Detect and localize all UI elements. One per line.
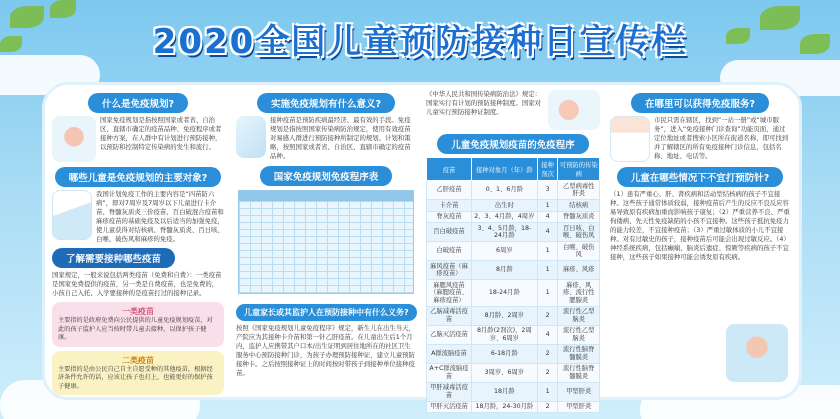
table-row: [427, 363, 600, 382]
column-1: [52, 92, 224, 395]
table-cell: 脊髓灰质炎: [558, 211, 600, 223]
paragraph-not-suitable: （1）患有严重心、肝、肾疾病和活动型结核病的孩子不宜接种。这些孩子通常体质较弱，接种疫苗后产生的反应不良反应容易导致原有疾病加重而影响孩子康复；（2）严重营养不良、严重佝偻病、先天性免疫缺陷的小孩不宜接种。这些孩子抵抗免疫力的能力较差，不宜接种疫苗；（3）严重过敏体质的小儿不宜接种。对有过敏史的孩子，接种疫苗后可能会出现过敏反应。（4）神经系统疾病，包括癫痫、脑炎后遗症、惊厥等疾病的孩子不宜接种，这些孩子如果接种可能会诱发原有疾病。: [610, 190, 790, 261]
baby-illustration: [52, 116, 96, 162]
column-4: [610, 92, 790, 262]
syringe-illustration: [236, 116, 266, 158]
table-cell: 白破疫苗: [427, 242, 472, 261]
table-cell: 甲肝灭活疫苗: [427, 401, 472, 413]
paragraph-vaccines-needed: 国家规定，一般来说包括两类疫苗（免费和自费）：一类疫苗是国家免费提供的疫苗，另一类是自费疫苗，也是免费的，小孩自己入托、入学要接种的是疫苗打过的接种记录。: [52, 271, 222, 297]
table-cell: 3、4、5月龄，18-24月龄: [471, 223, 537, 242]
class-one-vaccine-box: [52, 302, 224, 347]
class-two-vaccine-title: 二类疫苗: [122, 355, 154, 365]
paragraph-where-service: 市民只需在辖区，找到“一站一册”或“城市服务”，进入“免疫接种门诊查询”功能页面，通过定位地址或者搜索小区所在街道名称，即可找到并了解辖区的所有免疫接种门诊信息，包括名称、地址、电话等。: [654, 116, 789, 160]
table-cell: 18月龄，24-30月龄: [471, 401, 537, 413]
table-row: [427, 223, 600, 242]
section-header-what-is-immunization: 什么是免疫规划?: [88, 93, 188, 113]
table-cell: 麻腮风疫苗（麻腮疫苗、麻疹疫苗）: [427, 280, 472, 307]
table-cell: 出生时: [471, 200, 537, 212]
paragraph-significance: 接种疫苗是预防疾病最经济、最有效的手段。免疫规划是指按照国家传染病防治规定，使用有效疫苗对易感人群进行预防接种所制定的规划、计划和策略，按照国家或者省、自治区、直辖市确定的疫苗品种。: [270, 116, 411, 160]
table-cell: 乙肝疫苗: [427, 181, 472, 200]
table-cell: 1: [537, 382, 558, 401]
paragraph-what-is-immunization: 国家免疫规划是指按照国家或者省、自治区、直辖市确定的疫苗品种、免疫程序或者接种方案，在人群中有计划进行预防接种，以预防和控制特定传染病的发生和流行。: [100, 116, 222, 151]
column-3: [426, 90, 600, 413]
table-cell: 3周岁、6周岁: [471, 363, 537, 382]
section-header-target-children: 哪些儿童是免疫规划的主要对象?: [55, 167, 222, 187]
section-header-schedule-table: 国家免疫规划免疫程序表: [260, 166, 393, 186]
section-header-significance: 实施免疫规划有什么意义?: [257, 93, 395, 113]
table-cell: 8月龄(2剂次)，2周岁、6周岁: [471, 325, 537, 344]
table-cell: 2、3、4月龄，4周岁: [471, 211, 537, 223]
table-cell: 0、1、6月龄: [471, 181, 537, 200]
table-cell: 流行性脑脊髓膜炎: [558, 344, 600, 363]
table-cell: 百日咳、白喉、破伤风: [558, 223, 600, 242]
table-cell: 4: [537, 211, 558, 223]
table-cell: 1: [537, 200, 558, 212]
table-cell: 百白破疫苗: [427, 223, 472, 242]
table-header-cell: 接种对象月（年）龄: [471, 158, 537, 181]
doctor-illustration: [610, 116, 650, 162]
section-header-where-service: 在哪里可以获得免疫服务?: [631, 93, 769, 113]
table-cell: 甲肝减毒活疫苗: [427, 382, 472, 401]
table-header-cell: 接种剂次: [537, 158, 558, 181]
table-row: [427, 242, 600, 261]
table-cell: 流行性脑脊髓膜炎: [558, 363, 600, 382]
table-cell: 6周岁: [471, 242, 537, 261]
vaccine-schedule-table: [426, 157, 600, 413]
table-row: [427, 401, 600, 413]
table-cell: 8月龄: [471, 261, 537, 280]
table-cell: 流行性乙型脑炎: [558, 325, 600, 344]
table-cell: 8月龄、2周岁: [471, 306, 537, 325]
section-header-vaccines-needed: 了解需要接种哪些疫苗: [52, 248, 175, 268]
table-row: [427, 280, 600, 307]
table-cell: 2: [537, 401, 558, 413]
table-cell: 流行性乙型脑炎: [558, 306, 600, 325]
table-header-row: [427, 158, 600, 181]
table-cell: 乙脑减毒活疫苗: [427, 306, 472, 325]
paragraph-target-children: 我国计划免疫工作的主要内容是“四苗防六病”，即对7周岁及7周岁以下儿童进行卡介苗、脊髓灰质炎三价疫苗、百白破混合疫苗和麻疹疫苗的基础免疫及以后适当的加强免疫，使儿童获得对结核病、脊髓灰质炎、百日咳、白喉、破伤风和麻疹的免疫。: [96, 190, 224, 243]
table-cell: 卡介苗: [427, 200, 472, 212]
section-header-guardian-duties: 儿童家长或其监护人在预防接种中有什么义务?: [236, 304, 417, 321]
table-cell: A+C群流脑疫苗: [427, 363, 472, 382]
mother-baby-illustration: [726, 324, 788, 382]
baby-vaccination-illustration: [548, 90, 600, 130]
table-cell: 3: [537, 181, 558, 200]
schedule-table-image: [238, 190, 414, 294]
table-cell: 4: [537, 223, 558, 242]
table-header-cell: 疫苗: [427, 158, 472, 181]
class-one-vaccine-text: 主要指的是政府免费向公民提供的儿童免疫规划疫苗，对此的孩子监护人应当按时带儿童去接种，以保护孩子健康。: [58, 317, 213, 341]
table-row: [427, 200, 600, 212]
table-cell: 乙型病毒性肝炎: [558, 181, 600, 200]
table-cell: 1: [537, 242, 558, 261]
table-cell: 麻风疫苗（麻疹疫苗）: [427, 261, 472, 280]
table-cell: 结核病: [558, 200, 600, 212]
table-cell: 甲型肝炎: [558, 401, 600, 413]
table-row: [427, 344, 600, 363]
paragraph-guardian-duties: 按照《国家免疫规划儿童免疫程序》规定，新生儿在出生当天，产院应为其接种卡介苗和第一针乙肝疫苗。在儿童出生后1个月内，监护人应携带其户口本/出生证明到居住地所在的社区卫生服务中心预防接种门诊，为孩子办理预防接种证，建立儿童预防接种卡。之后按照接种证上的时间按时带孩子到接种单位接种疫苗。: [236, 324, 415, 377]
table-cell: 脊灰疫苗: [427, 211, 472, 223]
table-cell: 2: [537, 363, 558, 382]
table-cell: A群流脑疫苗: [427, 344, 472, 363]
table-row: [427, 261, 600, 280]
table-cell: 18月龄: [471, 382, 537, 401]
table-row: [427, 325, 600, 344]
table-cell: 麻疹、风疹: [558, 261, 600, 280]
table-cell: 乙脑灭活疫苗: [427, 325, 472, 344]
table-cell: 白喉、破伤风: [558, 242, 600, 261]
class-two-vaccine-text: 主要指的是由公民自己自主自愿受种的其他疫苗，根据经济条件允许的话，应该让孩子也打上，也能更好的保护孩子健康。: [58, 365, 213, 390]
page-title: 2020全国儿童预防接种日宣传栏: [152, 22, 688, 62]
table-cell: 1: [537, 261, 558, 280]
doctor-child-illustration: [52, 190, 92, 240]
class-two-vaccine-box: [52, 351, 224, 396]
table-row: [427, 382, 600, 401]
table-row: [427, 306, 600, 325]
table-cell: 2: [537, 344, 558, 363]
table-row: [427, 211, 600, 223]
table-cell: 麻疹、风疹、流行性腮腺炎: [558, 280, 600, 307]
section-header-vaccine-schedule: 儿童免疫规划疫苗的免疫程序: [437, 134, 589, 154]
table-cell: 2: [537, 306, 558, 325]
table-cell: 4: [537, 325, 558, 344]
section-header-not-suitable: 儿童在哪些情况下不宜打预防针?: [617, 167, 784, 187]
schedule-table-header-band: [239, 191, 413, 201]
table-cell: 18-24月龄: [471, 280, 537, 307]
table-row: [427, 181, 600, 200]
table-cell: 甲型肝炎: [558, 382, 600, 401]
column-2: [236, 92, 416, 378]
table-cell: 6-18月龄: [471, 344, 537, 363]
class-one-vaccine-title: 一类疫苗: [122, 307, 154, 316]
schedule-table-grid: [239, 201, 413, 293]
table-header-cell: 可预防的传染病: [558, 158, 600, 181]
table-cell: 1: [537, 280, 558, 307]
paragraph-law-intro: 《中华人民共和国传染病防治法》规定：国家实行有计划的预防接种制度。国家对儿童实行预防接种证制度。: [426, 90, 542, 116]
